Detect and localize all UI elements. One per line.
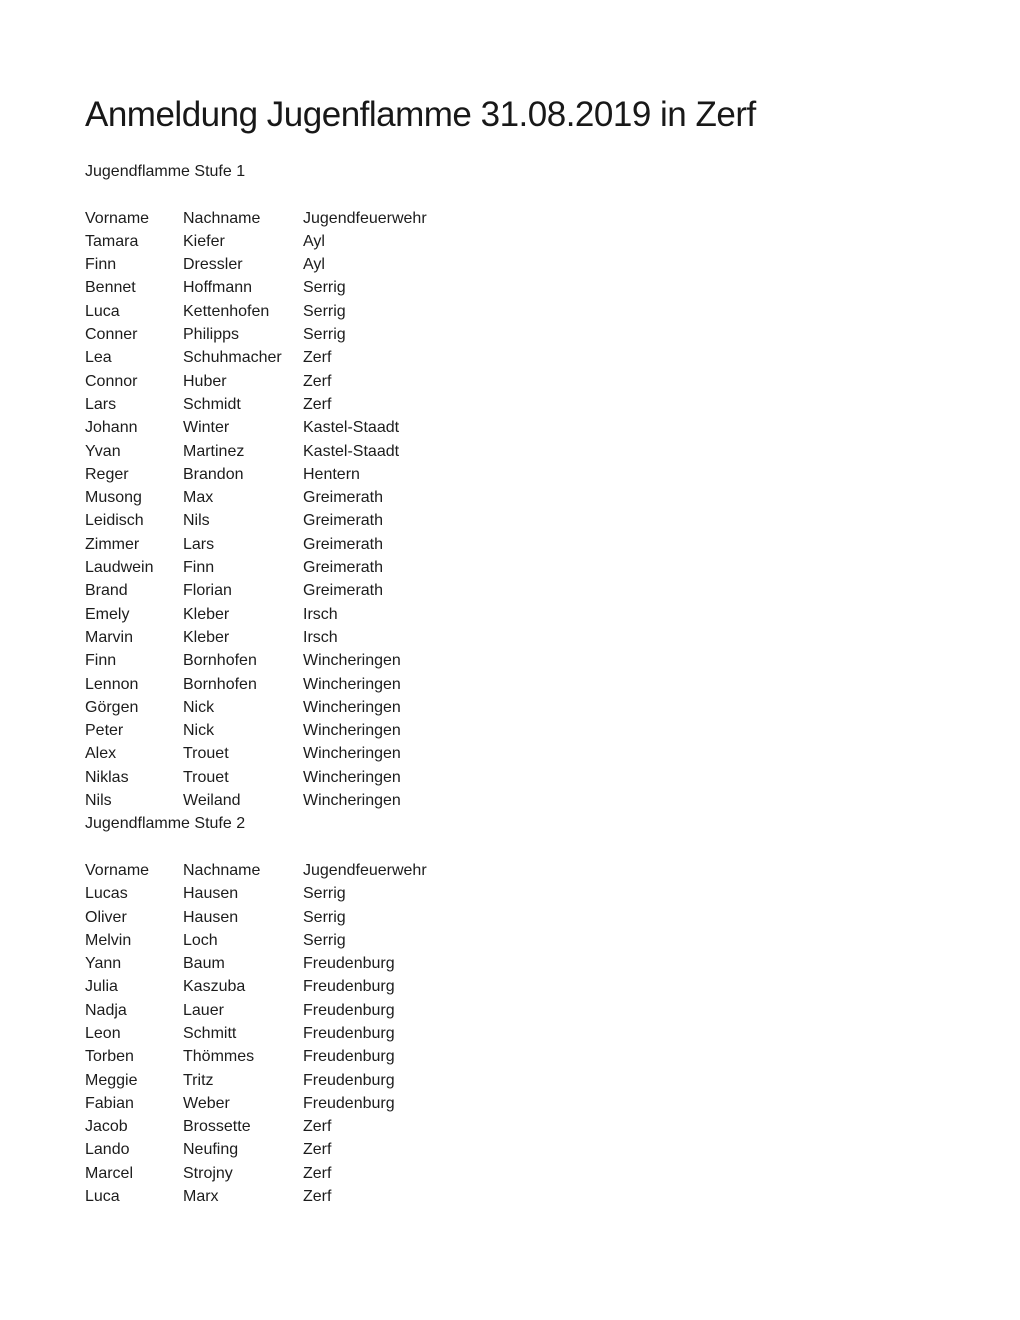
table-cell: Freudenburg	[303, 1071, 395, 1089]
table-cell: Niklas	[85, 768, 129, 786]
table-row	[85, 1092, 965, 1115]
table-row	[85, 323, 965, 346]
table-cell: Nick	[183, 698, 215, 716]
table-cell: Marx	[183, 1188, 219, 1206]
table-row	[85, 1115, 965, 1138]
column-header-jugendfeuerwehr: Jugendfeuerwehr	[303, 861, 427, 879]
table-cell: Brossette	[183, 1118, 251, 1136]
table-row	[85, 346, 965, 369]
table-cell: Freudenburg	[303, 1048, 395, 1066]
table-rows-stufe-1	[85, 230, 965, 812]
column-header-vorname: Vorname	[85, 209, 150, 227]
table-cell: Lea	[85, 349, 112, 367]
table-cell: Julia	[85, 978, 118, 996]
table-cell: Baum	[183, 955, 225, 973]
table-cell: Weber	[183, 1094, 230, 1112]
table-cell: Kleber	[183, 628, 230, 646]
table-cell: Reger	[85, 465, 129, 483]
table-cell: Nick	[183, 722, 215, 740]
table-row	[85, 626, 965, 649]
table-cell: Weiland	[183, 792, 241, 810]
table-cell: Tamara	[85, 232, 139, 250]
table-cell: Zerf	[303, 1164, 332, 1182]
table-cell: Irsch	[303, 605, 338, 623]
table-cell: Wincheringen	[303, 745, 401, 763]
column-header-jugendfeuerwehr: Jugendfeuerwehr	[303, 209, 427, 227]
table-cell: Kastel-Staadt	[303, 442, 400, 460]
table-row	[85, 929, 965, 952]
table-cell: Lucas	[85, 885, 128, 903]
spacer	[85, 183, 965, 206]
table-cell: Leidisch	[85, 512, 144, 530]
table-cell: Trouet	[183, 745, 229, 763]
table-cell: Johann	[85, 419, 138, 437]
table-cell: Laudwein	[85, 559, 154, 577]
table-cell: Torben	[85, 1048, 134, 1066]
table-row	[85, 673, 965, 696]
section-jugendflamme-stufe-1	[85, 160, 965, 812]
table-header-row	[85, 859, 965, 882]
table-cell: Serrig	[303, 326, 346, 344]
table-cell: Zerf	[303, 349, 332, 367]
table-row	[85, 370, 965, 393]
table-cell: Wincheringen	[303, 722, 401, 740]
table-cell: Winter	[183, 419, 230, 437]
table-cell: Connor	[85, 372, 138, 390]
table-row	[85, 253, 965, 276]
table-cell: Alex	[85, 745, 117, 763]
table-cell: Lando	[85, 1141, 130, 1159]
table-row	[85, 696, 965, 719]
table-cell: Finn	[85, 652, 117, 670]
table-row	[85, 1138, 965, 1161]
table-row	[85, 649, 965, 672]
table-cell: Marcel	[85, 1164, 134, 1182]
table-cell: Emely	[85, 605, 130, 623]
table-cell: Nils	[183, 512, 210, 530]
table-cell: Kiefer	[183, 232, 225, 250]
table-cell: Greimerath	[303, 512, 384, 530]
table-cell: Wincheringen	[303, 675, 401, 693]
table-row	[85, 300, 965, 323]
table-cell: Wincheringen	[303, 768, 401, 786]
table-cell: Kaszuba	[183, 978, 246, 996]
table-cell: Strojny	[183, 1164, 233, 1182]
table-cell: Ayl	[303, 256, 325, 274]
table-cell: Nadja	[85, 1001, 127, 1019]
table-cell: Peter	[85, 722, 124, 740]
table-row	[85, 952, 965, 975]
table-cell: Serrig	[303, 908, 346, 926]
table-cell: Schuhmacher	[183, 349, 282, 367]
table-row	[85, 882, 965, 905]
table-cell: Wincheringen	[303, 652, 401, 670]
column-header-vorname: Vorname	[85, 861, 150, 879]
table-row	[85, 906, 965, 929]
section-heading: Jugendflamme Stufe 2	[85, 815, 246, 833]
table-cell: Kettenhofen	[183, 302, 270, 320]
table-cell: Ayl	[303, 232, 325, 250]
table-cell: Zerf	[303, 1188, 332, 1206]
table-cell: Yvan	[85, 442, 121, 460]
table-cell: Bennet	[85, 279, 136, 297]
table-cell: Fabian	[85, 1094, 134, 1112]
table-row	[85, 742, 965, 765]
table-cell: Yann	[85, 955, 122, 973]
table-cell: Zimmer	[85, 535, 140, 553]
table-cell: Greimerath	[303, 582, 384, 600]
table-cell: Lauer	[183, 1001, 224, 1019]
table-cell: Hausen	[183, 885, 239, 903]
table-cell: Meggie	[85, 1071, 138, 1089]
table-row	[85, 789, 965, 812]
table-row	[85, 579, 965, 602]
table-row	[85, 1045, 965, 1068]
table-cell: Zerf	[303, 395, 332, 413]
table-row	[85, 603, 965, 626]
table-cell: Greimerath	[303, 535, 384, 553]
table-row	[85, 486, 965, 509]
table-cell: Kastel-Staadt	[303, 419, 400, 437]
table-cell: Jacob	[85, 1118, 128, 1136]
table-cell: Philipps	[183, 326, 240, 344]
table-cell: Freudenburg	[303, 1001, 395, 1019]
table-cell: Dressler	[183, 256, 243, 274]
table-row	[85, 440, 965, 463]
table-cell: Florian	[183, 582, 232, 600]
table-cell: Thömmes	[183, 1048, 255, 1066]
table-row	[85, 416, 965, 439]
table-cell: Freudenburg	[303, 1094, 395, 1112]
table-cell: Hoffmann	[183, 279, 253, 297]
section-heading: Jugendflamme Stufe 1	[85, 163, 246, 180]
table-cell: Luca	[85, 1188, 120, 1206]
table-cell: Bornhofen	[183, 675, 257, 693]
table-row	[85, 533, 965, 556]
table-row	[85, 556, 965, 579]
table-header-row	[85, 207, 965, 230]
table-row	[85, 509, 965, 532]
column-header-nachname: Nachname	[183, 861, 261, 879]
table-row	[85, 1185, 965, 1208]
table-cell: Irsch	[303, 628, 338, 646]
table-cell: Schmidt	[183, 395, 241, 413]
section-jugendflamme-stufe-2	[85, 812, 965, 1208]
table-cell: Greimerath	[303, 489, 384, 507]
table-cell: Zerf	[303, 372, 332, 390]
table-cell: Tritz	[183, 1071, 214, 1089]
table-cell: Wincheringen	[303, 792, 401, 810]
table-row	[85, 463, 965, 486]
table-cell: Melvin	[85, 931, 132, 949]
table-cell: Luca	[85, 302, 120, 320]
table-cell: Brand	[85, 582, 128, 600]
table-cell: Neufing	[183, 1141, 239, 1159]
table-row	[85, 766, 965, 789]
table-row	[85, 719, 965, 742]
table-row	[85, 1162, 965, 1185]
table-row	[85, 999, 965, 1022]
table-row	[85, 393, 965, 416]
table-cell: Serrig	[303, 302, 346, 320]
table-row	[85, 230, 965, 253]
table-row	[85, 1022, 965, 1045]
table-row	[85, 1069, 965, 1092]
table-cell: Kleber	[183, 605, 230, 623]
table-cell: Hausen	[183, 908, 239, 926]
column-header-nachname: Nachname	[183, 209, 261, 227]
table-cell: Loch	[183, 931, 218, 949]
table-cell: Lennon	[85, 675, 139, 693]
table-cell: Görgen	[85, 698, 139, 716]
table-cell: Zerf	[303, 1118, 332, 1136]
table-cell: Lars	[183, 535, 215, 553]
table-cell: Marvin	[85, 628, 134, 646]
table-cell: Oliver	[85, 908, 127, 926]
table-cell: Freudenburg	[303, 955, 395, 973]
table-cell: Serrig	[303, 885, 346, 903]
table-cell: Zerf	[303, 1141, 332, 1159]
table-cell: Serrig	[303, 931, 346, 949]
table-row	[85, 975, 965, 998]
table-cell: Serrig	[303, 279, 346, 297]
table-cell: Hentern	[303, 465, 360, 483]
table-cell: Finn	[85, 256, 117, 274]
table-cell: Bornhofen	[183, 652, 257, 670]
spacer	[85, 836, 965, 859]
table-cell: Freudenburg	[303, 978, 395, 996]
table-cell: Brandon	[183, 465, 244, 483]
table-cell: Greimerath	[303, 559, 384, 577]
table-cell: Musong	[85, 489, 142, 507]
table-rows-stufe-2	[85, 882, 965, 1208]
table-cell: Wincheringen	[303, 698, 401, 716]
document-content	[85, 95, 965, 1208]
document-title: Anmeldung Jugenflamme 31.08.2019 in Zerf	[85, 95, 756, 134]
table-cell: Trouet	[183, 768, 229, 786]
table-cell: Schmitt	[183, 1024, 237, 1042]
table-cell: Lars	[85, 395, 117, 413]
document-body	[85, 160, 965, 1208]
table-cell: Martinez	[183, 442, 245, 460]
table-row	[85, 276, 965, 299]
table-cell: Max	[183, 489, 214, 507]
table-cell: Leon	[85, 1024, 121, 1042]
table-cell: Conner	[85, 326, 138, 344]
table-cell: Huber	[183, 372, 227, 390]
table-cell: Nils	[85, 792, 112, 810]
table-cell: Finn	[183, 559, 215, 577]
table-cell: Freudenburg	[303, 1024, 395, 1042]
